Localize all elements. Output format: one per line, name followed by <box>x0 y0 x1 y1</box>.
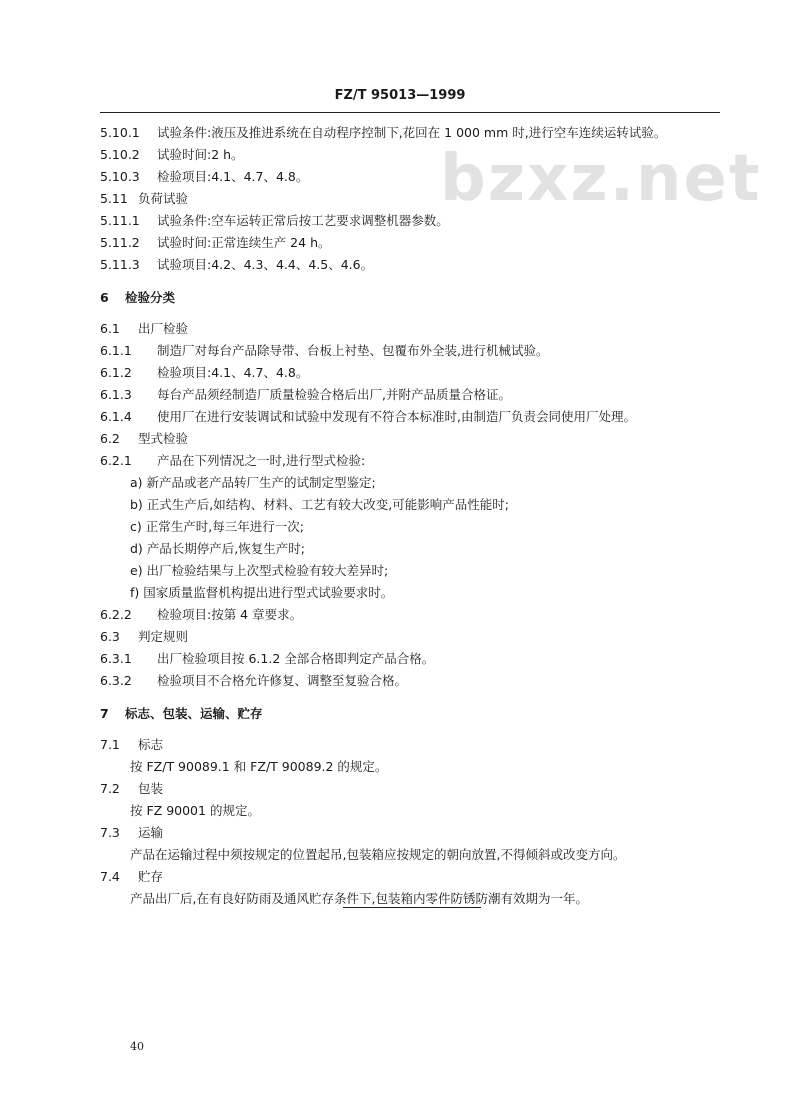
clause-text: 试验条件:空车运转正常后按工艺要求调整机器参数。 <box>157 213 449 228</box>
clause-number: 6.3 <box>100 629 120 644</box>
clause-number: 6 <box>100 290 109 305</box>
clause-text: 检验项目:4.1、4.7、4.8。 <box>157 365 309 380</box>
clause-number: 7.1 <box>100 737 120 752</box>
clause-number: 5.10.3 <box>100 169 140 184</box>
clause-number: 7.2 <box>100 781 120 796</box>
page-header <box>0 88 800 103</box>
clause-text: 标志 <box>138 737 164 752</box>
watermark: bzxz.net <box>440 142 762 216</box>
clause-text: 标志、包装、运输、贮存 <box>125 706 263 721</box>
end-rule <box>343 907 481 908</box>
clause-number: 5.10.2 <box>100 147 140 162</box>
clause-number: 6.1.2 <box>100 365 132 380</box>
clause-number: 7.4 <box>100 869 120 884</box>
clause-number: 6.1 <box>100 321 120 336</box>
clause-text: 贮存 <box>138 869 164 884</box>
clause-number: 6.3.1 <box>100 651 132 666</box>
clause-number: 7 <box>100 706 109 721</box>
clause-text: 产品出厂后,在有良好防雨及通风贮存条件下,包装箱内零件防锈防潮有效期为一年。 <box>130 891 588 906</box>
clause-number: 6.1.1 <box>100 343 132 358</box>
clause-text: 运输 <box>138 825 164 840</box>
clause-text: 试验条件:液压及推进系统在自动程序控制下,花回在 1 000 mm 时,进行空车连续运转试验。 <box>157 125 667 140</box>
clause-text: 试验时间:2 h。 <box>157 147 244 162</box>
clause-text: c) 正常生产时,每三年进行一次; <box>130 519 304 534</box>
clause-text: 使用厂在进行安装调试和试验中发现有不符合本标准时,由制造厂负责会同使用厂处理。 <box>157 409 636 424</box>
clause-text: 每台产品须经制造厂质量检验合格后出厂,并附产品质量合格证。 <box>157 387 511 402</box>
standard-code: FZ/T 95013—1999 <box>334 88 466 103</box>
clause-number: 5.11 <box>100 191 128 206</box>
clause-text: 试验时间:正常连续生产 24 h。 <box>157 235 331 250</box>
clause-text: 按 FZ 90001 的规定。 <box>130 803 260 818</box>
clause-number: 5.10.1 <box>100 125 140 140</box>
clause-number: 6.2.2 <box>100 607 132 622</box>
clause-text: 判定规则 <box>138 629 189 644</box>
clause-text: 包装 <box>138 781 164 796</box>
clause-text: 制造厂对每台产品除导带、台板上衬垫、包覆布外全装,进行机械试验。 <box>157 343 549 358</box>
clause-number: 6.1.3 <box>100 387 132 402</box>
clause-text: e) 出厂检验结果与上次型式检验有较大差异时; <box>130 563 389 578</box>
clause-number: 6.2.1 <box>100 453 132 468</box>
clause-text: d) 产品长期停产后,恢复生产时; <box>130 541 305 556</box>
clause-number: 5.11.2 <box>100 235 140 250</box>
clause-number: 5.11.3 <box>100 257 140 272</box>
page-number: 40 <box>130 1040 144 1053</box>
clause-number: 6.3.2 <box>100 673 132 688</box>
clause-text: 检验项目:4.1、4.7、4.8。 <box>157 169 309 184</box>
clause-text: 检验项目不合格允许修复、调整至复验合格。 <box>157 673 408 688</box>
clause-text: 出厂检验 <box>138 321 189 336</box>
clause-text: 检验项目:按第 4 章要求。 <box>157 607 303 622</box>
clause-text: 按 FZ/T 90089.1 和 FZ/T 90089.2 的规定。 <box>130 759 388 774</box>
header-rule <box>100 112 720 113</box>
clause-number: 7.3 <box>100 825 120 840</box>
clause-text: 出厂检验项目按 6.1.2 全部合格即判定产品合格。 <box>157 651 435 666</box>
clause-text: a) 新产品或老产品转厂生产的试制定型鉴定; <box>130 475 376 490</box>
clause-text: 产品在运输过程中须按规定的位置起吊,包装箱应按规定的朝向放置,不得倾斜或改变方向。 <box>130 847 626 862</box>
clause-text: b) 正式生产后,如结构、材料、工艺有较大改变,可能影响产品性能时; <box>130 497 509 512</box>
clause-text: 负荷试验 <box>138 191 189 206</box>
clause-text: 检验分类 <box>125 290 176 305</box>
clause-text: f) 国家质量监督机构提出进行型式试验要求时。 <box>130 585 394 600</box>
clause-number: 6.1.4 <box>100 409 132 424</box>
clause-number: 5.11.1 <box>100 213 140 228</box>
clause-text: 型式检验 <box>138 431 189 446</box>
clause-number: 6.2 <box>100 431 120 446</box>
clause-text: 产品在下列情况之一时,进行型式检验: <box>157 453 366 468</box>
clause-text: 试验项目:4.2、4.3、4.4、4.5、4.6。 <box>157 257 374 272</box>
